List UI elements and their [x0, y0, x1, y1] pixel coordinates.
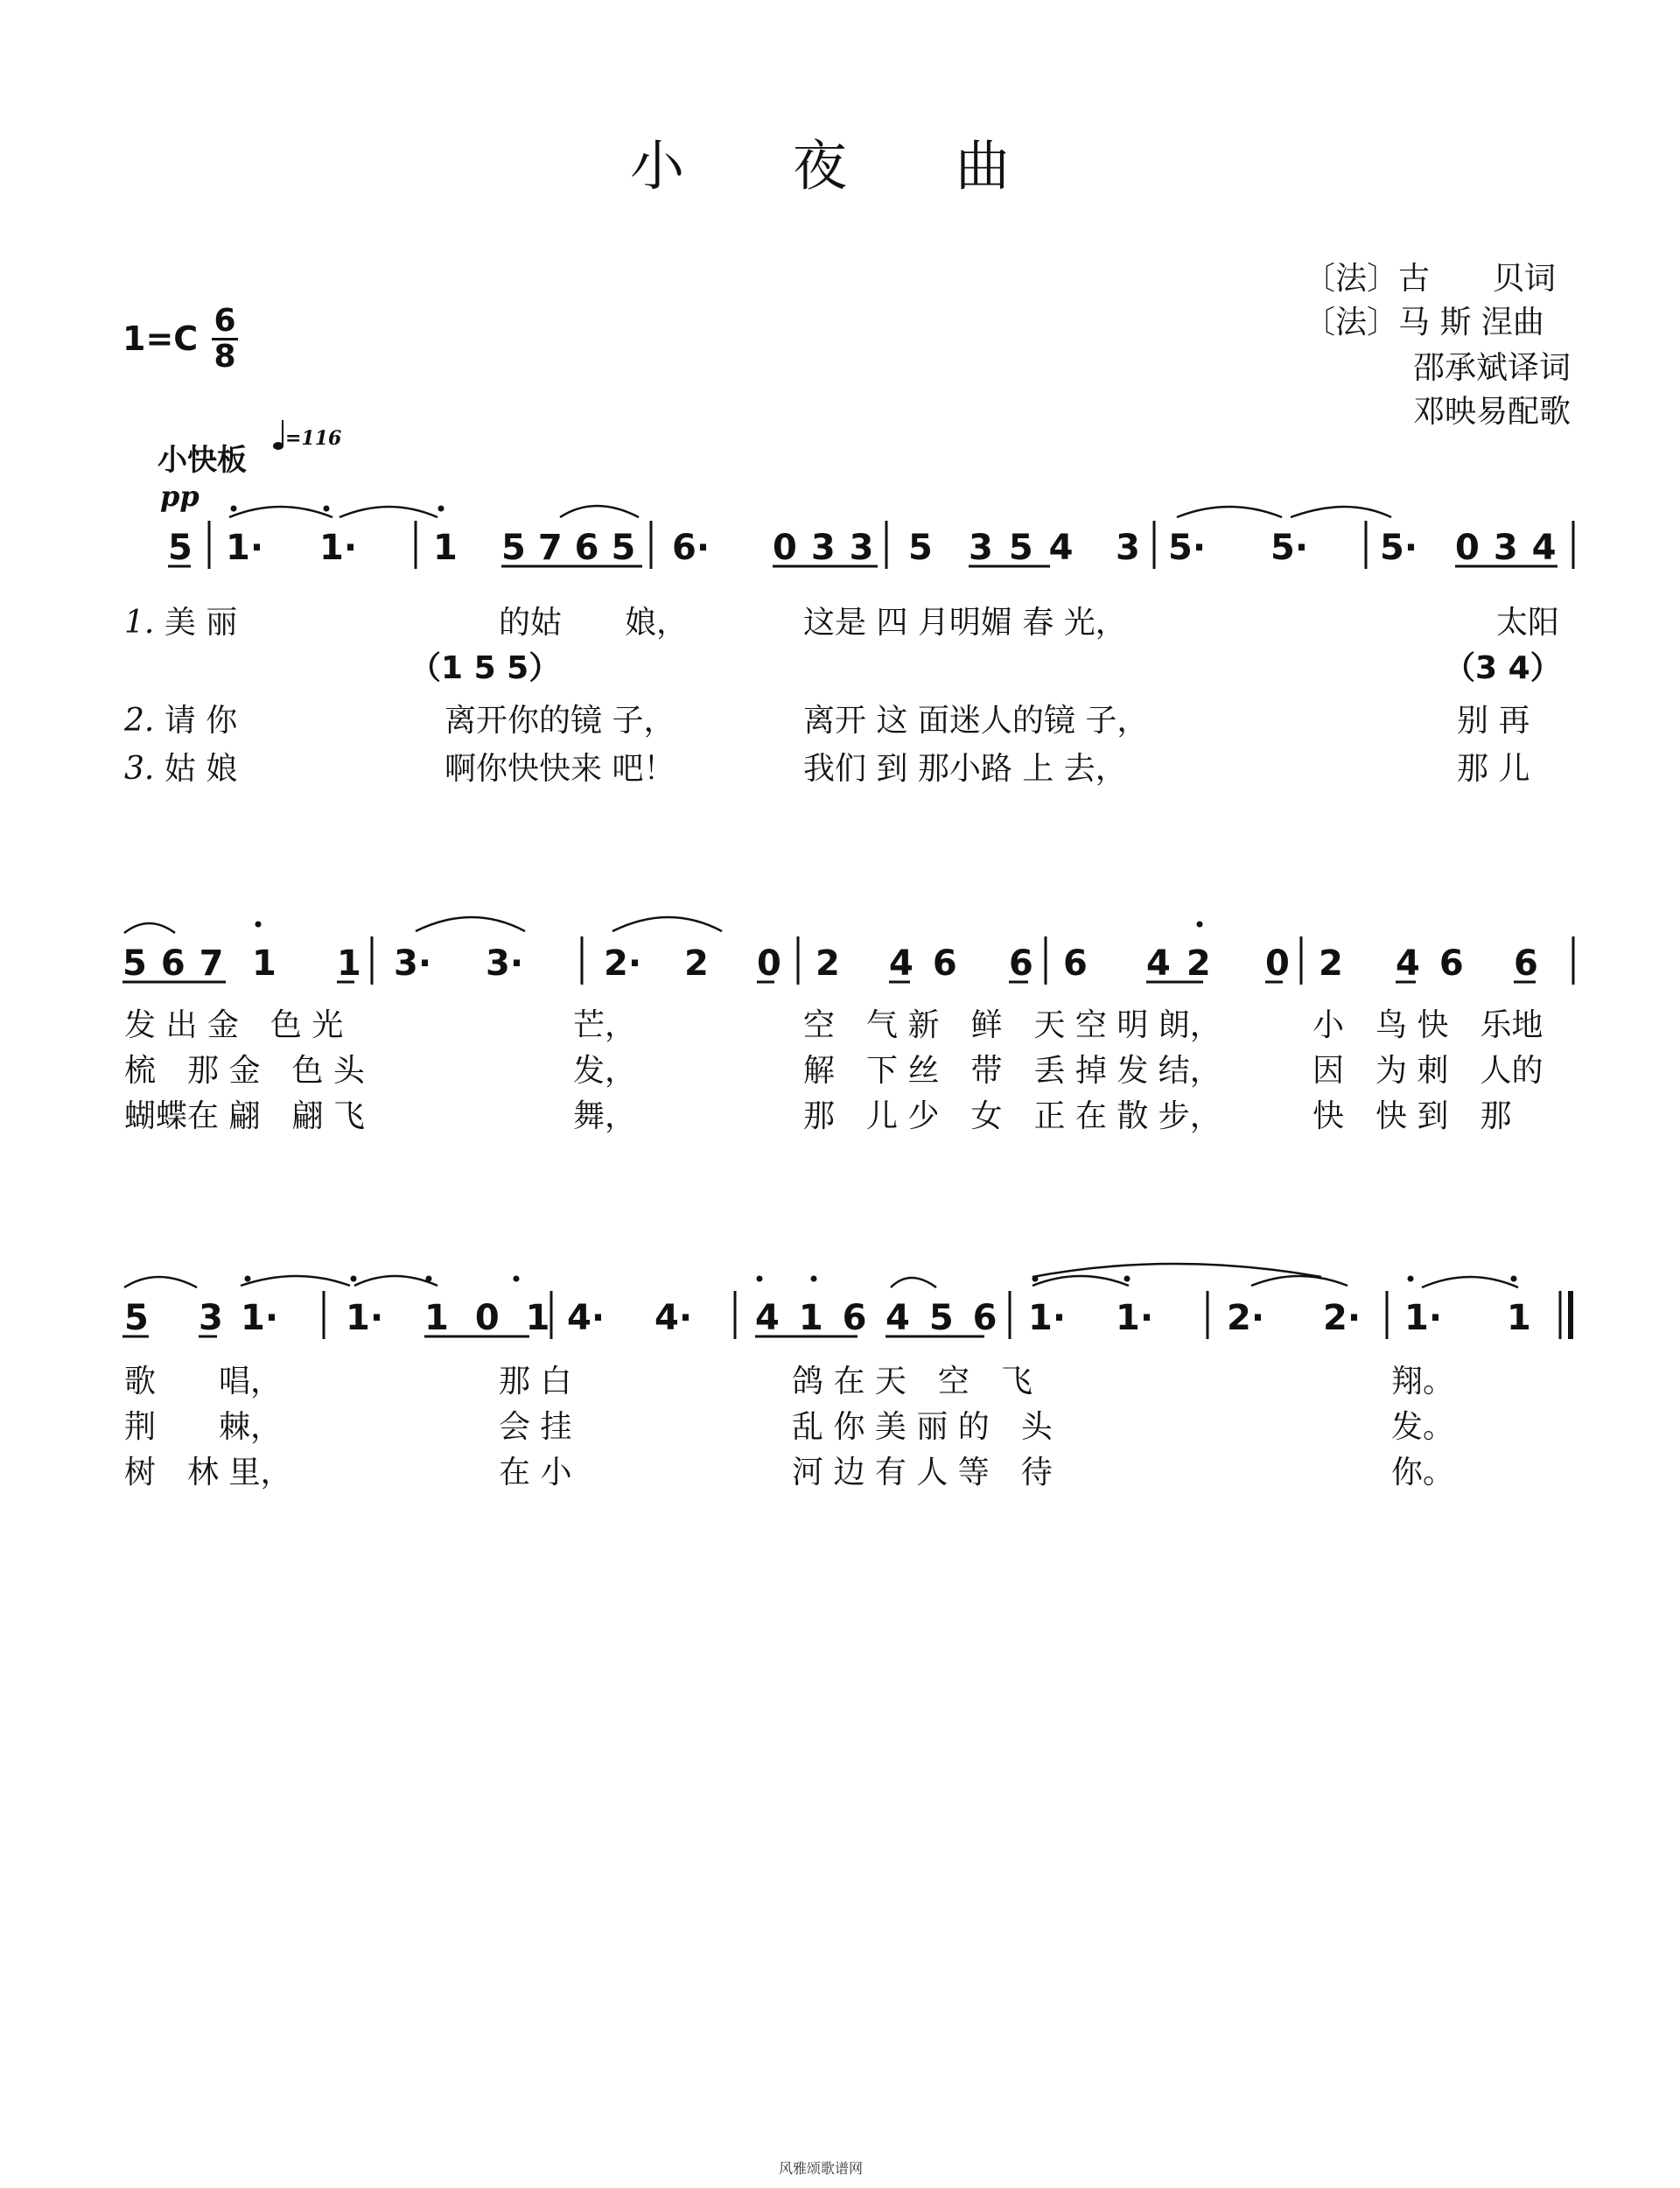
time-signature-bottom: 8	[214, 339, 236, 375]
note: 5	[168, 528, 192, 568]
lyric-text: 小 鸟 快 乐地	[1312, 1007, 1544, 1043]
lyric-text: 离开你的镜 子，	[444, 703, 676, 739]
lyric-text: 美 丽	[164, 605, 238, 641]
note-group: 567	[122, 943, 238, 984]
score-system-1	[122, 512, 1575, 573]
note: 1	[252, 943, 276, 984]
note: 5·	[1270, 528, 1309, 568]
credit-arranger: 邓映易配歌	[1413, 394, 1572, 430]
note: 6	[1514, 943, 1538, 984]
score-system-3	[122, 1282, 1575, 1343]
note: 1·	[1116, 1298, 1154, 1338]
lyric-text: 河 边 有 人 等 待	[792, 1455, 1053, 1490]
lyric-text: 梳 那 金 色 头	[124, 1053, 365, 1089]
note: 1·	[226, 528, 264, 568]
lyric-text: 快 快 到 那	[1312, 1098, 1512, 1134]
note: 5	[908, 528, 933, 568]
lyric-text: 那 白	[499, 1364, 572, 1399]
song-title: 小 夜 曲	[630, 134, 1011, 198]
note: 1	[433, 528, 458, 568]
credit-composer: 〔法〕马 斯 涅曲	[1304, 305, 1544, 340]
lyric-text: 树 林 里，	[124, 1455, 292, 1490]
lyric-verse-2	[124, 696, 237, 740]
note: 1	[337, 943, 361, 984]
note-group: 456	[886, 1298, 1017, 1338]
verse-number: 1.	[124, 605, 155, 641]
lyric-text: 芒，	[573, 1007, 637, 1043]
lyric-text: 啊你快快来 吧！	[444, 751, 676, 787]
note: 1·	[1404, 1298, 1443, 1338]
lyric-text: 姑 娘	[164, 751, 238, 787]
note: 2·	[1323, 1298, 1362, 1338]
note: 1	[1507, 1298, 1531, 1338]
note: 4·	[654, 1298, 693, 1338]
note: 3·	[486, 943, 524, 984]
note: 2·	[1227, 1298, 1265, 1338]
credit-lyricist: 〔法〕古 贝词	[1304, 261, 1557, 297]
quarter-note-icon	[273, 418, 285, 450]
note: 0	[757, 943, 781, 984]
lyric-text: 那 儿	[1457, 751, 1530, 787]
verse-number: 2.	[124, 703, 155, 739]
note: 0	[1265, 943, 1290, 984]
lyric-verse-3	[124, 744, 237, 789]
aside-notes: （1 5 5）	[410, 650, 561, 686]
note-group: 5765	[501, 528, 648, 568]
lyric-text: 发。	[1391, 1409, 1455, 1445]
note: 1·	[346, 1298, 384, 1338]
lyric-text: 翔。	[1391, 1364, 1455, 1399]
note: 1·	[241, 1298, 279, 1338]
note-group: 354	[969, 528, 1089, 568]
note: 5·	[1168, 528, 1207, 568]
credit-translator: 邵承斌译词	[1413, 350, 1572, 386]
tempo-marking: 小快板	[158, 443, 247, 478]
note-group: 416	[755, 1298, 886, 1338]
note: 2	[684, 943, 709, 984]
key-signature: 1=C	[122, 319, 199, 358]
time-signature	[212, 303, 238, 375]
metronome-mark	[273, 418, 341, 450]
lyric-text: 请 你	[164, 703, 238, 739]
note: 1·	[319, 528, 358, 568]
lyric-text: 歌 唱，	[124, 1364, 283, 1399]
note: 3	[1116, 528, 1140, 568]
lyric-text: 你。	[1391, 1455, 1455, 1490]
lyric-text: 在 小	[499, 1455, 572, 1490]
lyric-text: 我们 到 那小路 上 去，	[803, 751, 1127, 787]
note-group: 101	[424, 1298, 577, 1338]
lyric-verse-1	[124, 598, 237, 642]
note-group: 46	[889, 943, 976, 984]
note: 3	[199, 1298, 223, 1338]
lyric-text: 鸽 在 天 空 飞	[792, 1364, 1032, 1399]
note: 3·	[394, 943, 432, 984]
lyric-text: 荆 棘，	[124, 1409, 283, 1445]
lyric-text: 那 儿 少 女 正 在 散 步，	[803, 1098, 1222, 1134]
note-group: 46	[1396, 943, 1483, 984]
note: 1·	[1028, 1298, 1067, 1338]
lyric-text: 舞，	[573, 1098, 637, 1134]
lyric-text: 发，	[573, 1053, 637, 1089]
time-signature-top: 6	[214, 303, 236, 339]
aside-notes: （3 4）	[1444, 650, 1562, 686]
note: 6	[1063, 943, 1088, 984]
note-group: 033	[773, 528, 888, 568]
lyric-text: 这是 四 月明媚 春 光，	[803, 605, 1127, 641]
lyric-text: 因 为 刺 人的	[1312, 1053, 1544, 1089]
note-group: 034	[1455, 528, 1571, 568]
note: 2	[1319, 943, 1343, 984]
lyric-text: 离开 这 面迷人的镜 子，	[803, 703, 1149, 739]
note: 6	[1009, 943, 1033, 984]
verse-number: 3.	[124, 751, 155, 787]
note: 5	[124, 1298, 149, 1338]
note: 2·	[604, 943, 642, 984]
lyric-text: 空 气 新 鲜 天 空 明 朗，	[803, 1007, 1222, 1043]
note: 4·	[567, 1298, 606, 1338]
lyric-text: 发 出 金 色 光	[124, 1007, 344, 1043]
lyric-text: 别 再	[1457, 703, 1530, 739]
site-watermark: 风雅颂歌谱网	[779, 2160, 864, 2177]
score-system-2	[122, 928, 1575, 989]
lyric-text: 太阳	[1496, 605, 1560, 641]
note: 5·	[1380, 528, 1418, 568]
lyric-text: 的姑 娘，	[499, 605, 689, 641]
lyric-text: 蝴蝶在 翩 翩 飞	[124, 1098, 365, 1134]
dynamic-marking: pp	[160, 480, 200, 513]
metronome-value: =116	[285, 427, 342, 450]
note: 2	[816, 943, 840, 984]
lyric-text: 乱 你 美 丽 的 头	[792, 1409, 1053, 1445]
lyric-text: 会 挂	[499, 1409, 572, 1445]
note: 6·	[672, 528, 710, 568]
note-group: 42	[1146, 943, 1227, 984]
lyric-text: 解 下 丝 带 丢 掉 发 结，	[803, 1053, 1222, 1089]
